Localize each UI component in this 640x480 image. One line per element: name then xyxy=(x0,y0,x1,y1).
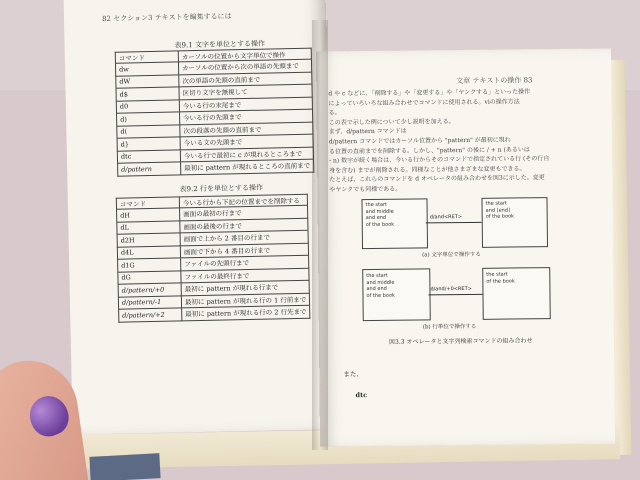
table2 xyxy=(116,194,311,323)
table-cell: 画面で上から 2 番目の行まで xyxy=(180,230,309,245)
table1 xyxy=(115,48,315,177)
figure-b-box-after xyxy=(482,267,551,320)
table-cell: d) xyxy=(117,112,180,126)
figure-a-box-before xyxy=(361,198,428,249)
table-cell: カーソルの位置から次の単語の先頭まで xyxy=(178,59,311,74)
table-cell: 区切り文字を無視して xyxy=(179,84,312,99)
figure-a-arrow-label: d/and<RET> xyxy=(429,214,463,221)
figure-a-text-after: the start and [end] of the book xyxy=(485,200,515,220)
table-cell: dtc xyxy=(117,149,180,163)
table-cell: d4L xyxy=(117,245,180,259)
table-cell: d2H xyxy=(117,233,180,247)
table2-header-desc: 今いる行から下記の位置までを削除する xyxy=(179,194,308,208)
table-cell: 今いる文の先頭まで xyxy=(180,134,313,149)
figure-b-arrow xyxy=(428,294,482,295)
book-gutter xyxy=(312,20,328,450)
table-cell: dW xyxy=(116,74,179,88)
left-page xyxy=(63,0,334,435)
table-cell: d( xyxy=(117,124,180,138)
figure-a-box-after xyxy=(481,197,548,248)
body-paragraph xyxy=(328,87,559,195)
table-cell: d0 xyxy=(116,99,179,113)
tail-command: dtc xyxy=(355,391,368,400)
table-cell: d1G xyxy=(118,258,181,272)
figure-a-arrow xyxy=(426,222,482,223)
table-cell: d$ xyxy=(116,87,179,101)
text-line: まず、d/pattern コマンドは xyxy=(328,127,407,136)
table-cell: ファイルの先頭行まで xyxy=(181,255,310,270)
table-cell: d/pattern xyxy=(118,162,181,176)
table-cell: 画面で下から 4 番目の行まで xyxy=(180,243,309,258)
text-line: やヤンクでも同様である。 xyxy=(329,185,402,194)
table-cell: 今いる行の末尾まで xyxy=(179,97,312,112)
book-cover-blue xyxy=(89,453,160,480)
figure-b-caption: (b) 行単位で操作する xyxy=(422,323,477,331)
table-cell: 画面の最初の行まで xyxy=(180,205,309,220)
text-line: d や c などに、「削除する」や「変更する」や「ヤンクする」といった操作 xyxy=(328,88,531,98)
figure-a-caption: (a) 文字単位で操作する xyxy=(422,251,481,259)
figure-caption: 図3.3 オペレータと文字列検索コマンドの組み合わせ xyxy=(388,337,533,346)
text-line: る。 xyxy=(328,109,341,117)
text-line: d/pattern コマンドではカーソル位置から "pattern" が最初に現れ xyxy=(328,136,511,146)
table-cell: d/pattern/-1 xyxy=(118,295,181,309)
figure-b-text-after: the start of the book xyxy=(486,271,515,285)
table-cell: dL xyxy=(117,220,180,234)
table-cell: dH xyxy=(117,208,180,222)
table-cell: dG xyxy=(118,270,181,284)
right-page xyxy=(316,48,615,446)
text-line: - n) 数字が続く場合は、今いる行からそのコマンドで指定されている行 (その行自 xyxy=(329,155,550,165)
table-cell: d/pattern/+2 xyxy=(119,308,182,322)
text-line: 身を含む) までが削除される。同様なことが他さまざまな変更もできる。 xyxy=(329,165,526,175)
figure-b-arrow-label: d/and/+0<RET> xyxy=(430,285,472,293)
table1-header-command: コマンド xyxy=(115,51,178,63)
text-line: によっていろいろな組み合わせでコマンドに使用される。viの操作方法 xyxy=(328,98,520,108)
table-cell: dw xyxy=(115,62,178,76)
table-cell: 最初に pattern が現れる行まで xyxy=(181,280,310,295)
table-row xyxy=(119,305,311,322)
table-row xyxy=(118,159,314,176)
figure-b-text-before: the start and middle and end of the book xyxy=(366,272,395,299)
table-cell: 最初に pattern が現れる行の 1 行前まで xyxy=(181,293,310,308)
right-page-header: 文章 テキストの操作 83 xyxy=(456,76,533,86)
table-cell: 最初に pattern が現れるところの直前まで xyxy=(181,159,314,174)
table1-header-desc: カーソルの位置から文字単位で操作 xyxy=(178,48,311,62)
table2-caption: 表9.2 行を単位とする操作 xyxy=(179,183,264,194)
table1-caption: 表9.1 文字を単位とする操作 xyxy=(174,39,266,50)
table-cell: 最初に pattern が現れる行の 2 行先まで xyxy=(182,305,311,320)
text-line: る位置の直前までを削除する。しかし、"pattern" の後に / + n (あるいは xyxy=(328,145,530,155)
table-cell: ファイルの最終行まで xyxy=(181,268,310,283)
table2-header-command: コマンド xyxy=(116,197,179,209)
text-line: たとえば、これらのコマンドを d オペレータの組み合わせを図3に示した。変更 xyxy=(329,174,545,184)
left-page-header: 82 セクション3 テキストを編集するには xyxy=(101,12,232,23)
table-cell: 画面の最後の行まで xyxy=(180,218,309,233)
tail-text: また、 xyxy=(343,370,363,379)
figure-a-text-before: the start and middle and end of the book xyxy=(365,201,395,228)
text-line: この表で示した例について少し説明を加える。 xyxy=(328,117,455,127)
table-cell: 今いる行の先頭まで xyxy=(180,109,313,124)
figure-b-box-before xyxy=(362,268,431,321)
table-cell: 今いる行で最初に c が現れるところまで xyxy=(180,147,313,162)
table-cell: 次の段落の先頭の直前まで xyxy=(180,122,313,137)
table-cell: 次の単語の先頭の直前まで xyxy=(179,72,312,87)
table-cell: d} xyxy=(117,137,180,151)
table-cell: d/pattern/+0 xyxy=(118,283,181,297)
